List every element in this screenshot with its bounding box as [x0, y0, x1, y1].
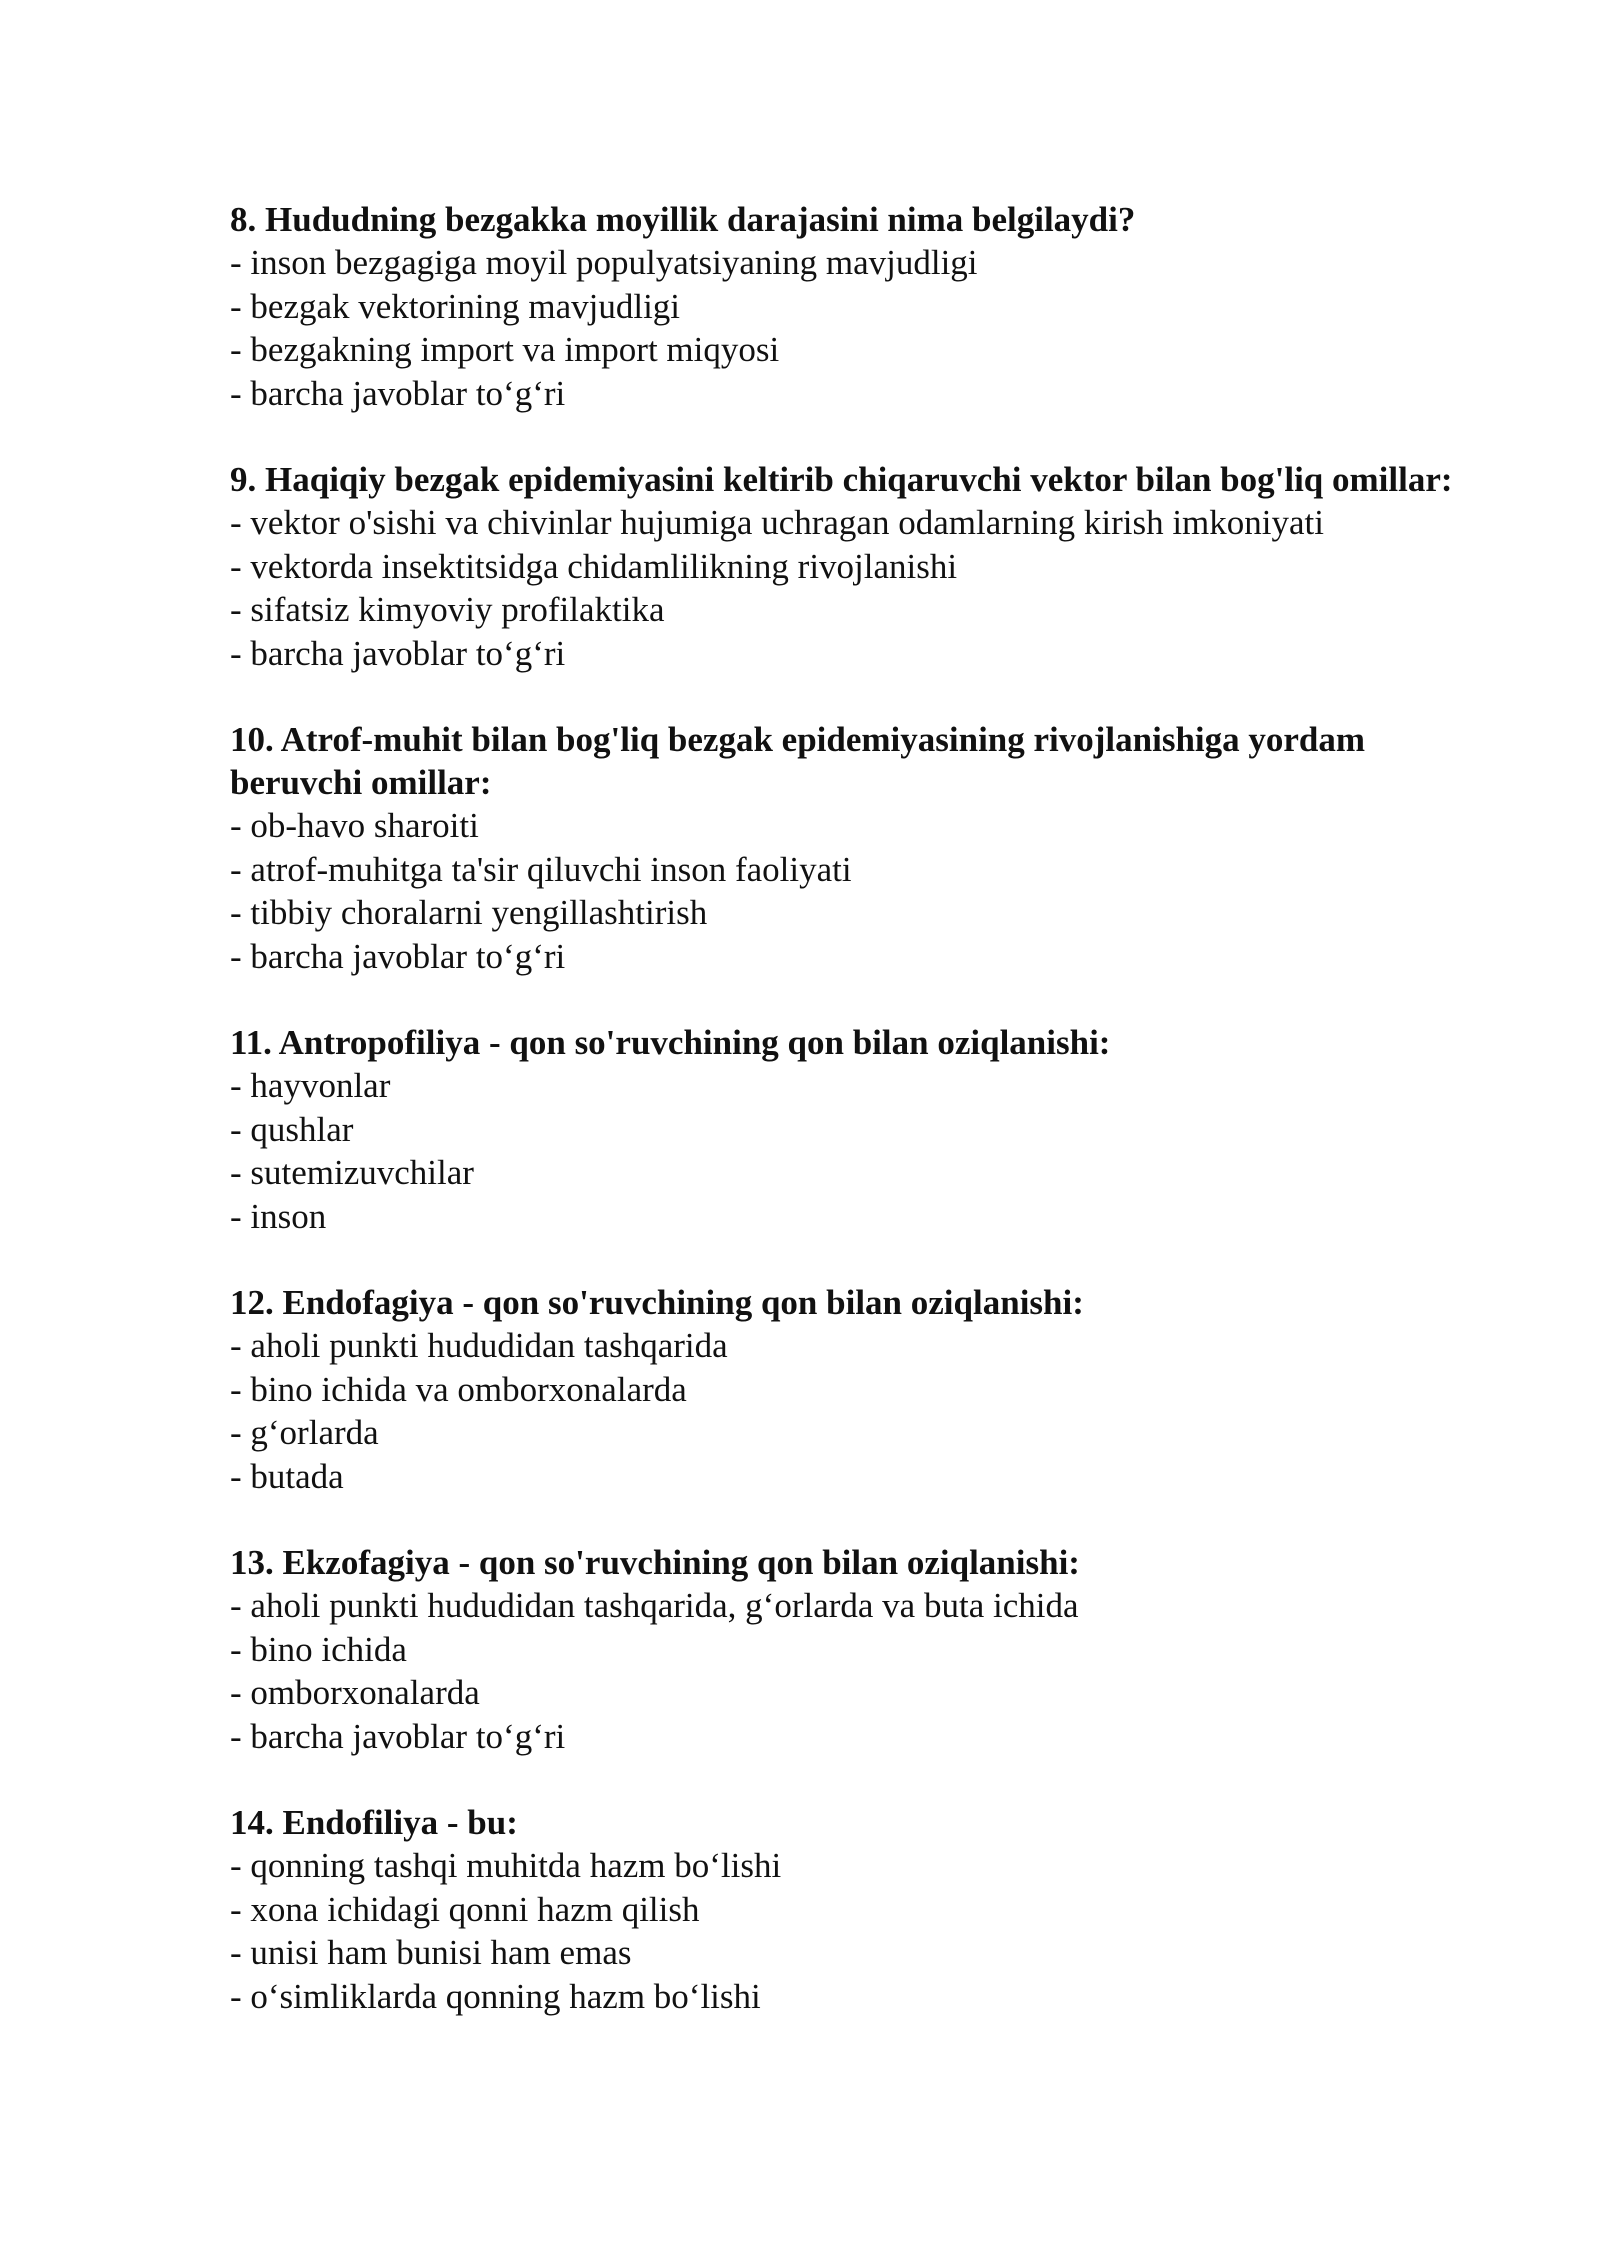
- answer-option: - aholi punkti hududidan tashqarida: [230, 1326, 728, 1365]
- answer-option: - vektorda insektitsidga chidamlilikning rivojlanishi: [230, 546, 958, 586]
- answer-option: - bino ichida: [230, 1629, 407, 1669]
- question-11: [230, 1021, 1490, 1238]
- answer-option: - barcha javoblar to‘g‘ri: [230, 936, 566, 976]
- question-8: [230, 198, 1490, 415]
- question-title: 8. Hududning bezgakka moyillik darajasini nima belgilaydi?: [230, 200, 1136, 239]
- answer-option: - barcha javoblar to‘g‘ri: [230, 1716, 566, 1756]
- answer-option: - barcha javoblar to‘g‘ri: [230, 373, 566, 413]
- answer-option: - barcha javoblar to‘g‘ri: [230, 633, 566, 673]
- answer-option: - bino ichida va omborxonalarda: [230, 1369, 687, 1409]
- answer-option: - omborxonalarda: [230, 1673, 480, 1712]
- answer-option: - tibbiy choralarni yengillashtirish: [230, 893, 708, 932]
- question-title: 12. Endofagiya - qon so'ruvchining qon bilan oziqlanishi:: [230, 1283, 1084, 1322]
- answer-option: - sutemizuvchilar: [230, 1153, 474, 1192]
- question-title: 10. Atrof-muhit bilan bog'liq bezgak epidemiyasining rivojlanishiga yordam beruvchi omillar:: [230, 720, 1366, 802]
- question-10: [230, 718, 1490, 978]
- answer-option: - qushlar: [230, 1109, 354, 1149]
- document-page: [230, 198, 1490, 2061]
- question-title: 9. Haqiqiy bezgak epidemiyasini keltirib chiqaruvchi vektor bilan bog'liq omillar:: [230, 460, 1453, 499]
- answer-option: - vektor o'sishi va chivinlar hujumiga uchragan odamlarning kirish imkoniyati: [230, 503, 1324, 542]
- answer-option: - qonning tashqi muhitda hazm bo‘lishi: [230, 1846, 782, 1885]
- question-12: [230, 1281, 1490, 1498]
- answer-option: - sifatsiz kimyoviy profilaktika: [230, 590, 665, 629]
- answer-option: - unisi ham bunisi ham emas: [230, 1933, 632, 1972]
- question-13: [230, 1541, 1490, 1758]
- question-title: 11. Antropofiliya - qon so'ruvchining qon bilan oziqlanishi:: [230, 1023, 1111, 1062]
- answer-option: - o‘simliklarda qonning hazm bo‘lishi: [230, 1976, 761, 2016]
- question-title: 14. Endofiliya - bu:: [230, 1803, 518, 1842]
- answer-option: - g‘orlarda: [230, 1413, 379, 1452]
- answer-option: - inson: [230, 1196, 327, 1236]
- answer-option: - bezgak vektorining mavjudligi: [230, 286, 681, 326]
- answer-option: - hayvonlar: [230, 1066, 391, 1105]
- answer-option: - inson bezgagiga moyil populyatsiyaning mavjudligi: [230, 243, 978, 282]
- question-9: [230, 458, 1490, 675]
- question-title: 13. Ekzofagiya - qon so'ruvchining qon bilan oziqlanishi:: [230, 1543, 1080, 1582]
- answer-option: - atrof-muhitga ta'sir qiluvchi inson faoliyati: [230, 849, 852, 889]
- answer-option: - xona ichidagi qonni hazm qilish: [230, 1889, 700, 1929]
- answer-option: - butada: [230, 1456, 344, 1496]
- answer-option: - bezgakning import va import miqyosi: [230, 330, 780, 369]
- question-14: [230, 1801, 1490, 2018]
- answer-option: - ob-havo sharoiti: [230, 806, 479, 845]
- answer-option: - aholi punkti hududidan tashqarida, g‘orlarda va buta ichida: [230, 1586, 1079, 1625]
